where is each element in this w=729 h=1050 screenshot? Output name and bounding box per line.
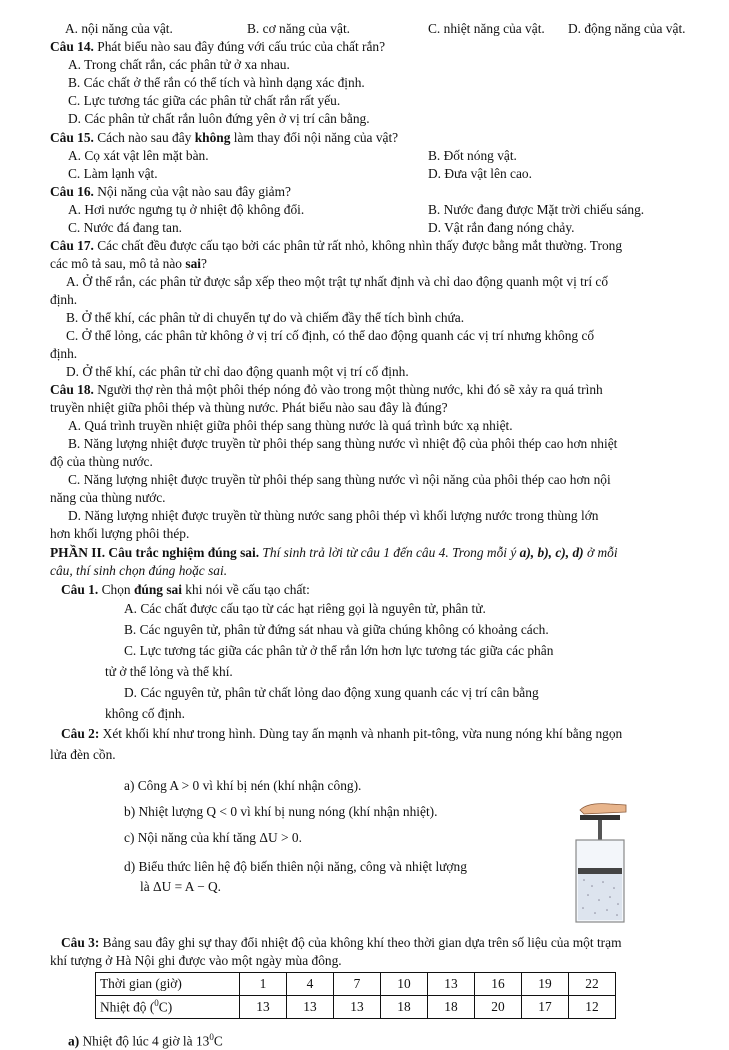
- question-number: Câu 2:: [61, 726, 100, 741]
- option-d-cont: hơn khối lượng phôi thép.: [50, 526, 190, 541]
- option-d: D. Vật rắn đang nóng chảy.: [428, 220, 575, 235]
- question-text: Các chất đều được cấu tạo bởi các phân tử rất nhỏ, không nhìn thấy được bằng mắt thường. Trong: [93, 238, 623, 253]
- temperature-table: [95, 972, 616, 1019]
- option-c: C. Ở thể lỏng, các phân tử không ở vị trí cố định, có thể dao động quanh các vị trí nhưng không cố: [66, 328, 595, 343]
- statement-c: C. Lực tương tác giữa các phân tử ở thể rắn lớn hơn lực tương tác giữa các phân: [124, 643, 554, 658]
- option-d: D. Ở thể khí, các phân tử chỉ dao động quanh một vị trí cố định.: [66, 364, 409, 379]
- question-text: Xét khối khí như trong hình. Dùng tay ấn mạnh và nhanh pit-tông, vừa nung nóng khí bằng ngọn: [99, 726, 623, 741]
- question-number: Câu 14.: [50, 39, 94, 54]
- hand-icon: [580, 804, 626, 814]
- question-text: Cách nào sau đây: [93, 130, 195, 145]
- part-instructions-options: a), b), c), d): [519, 545, 584, 560]
- option-a: A. Hơi nước ngưng tụ ở nhiệt độ không đổi.: [68, 202, 305, 217]
- question-text: khi nói về cấu tạo chất:: [181, 582, 310, 597]
- table-cell: 4: [287, 973, 334, 996]
- statement-b: B. Các nguyên tử, phân tử đứng sát nhau và giữa chúng không có khoảng cách.: [124, 622, 549, 637]
- part-2-header: [50, 544, 720, 562]
- statement-d: d) Biểu thức liên hệ độ biến thiên nội năng, công và nhiệt lượng: [124, 859, 467, 874]
- question-emphasis: không: [194, 130, 231, 145]
- gas-region: [578, 874, 622, 920]
- table-cell: 17: [522, 996, 569, 1019]
- statement-label: a): [68, 1033, 80, 1049]
- piston-head: [578, 868, 622, 874]
- question-text: Nội năng của vật nào sau đây giảm?: [93, 184, 291, 199]
- question-17: [50, 237, 720, 255]
- table-cell: 13: [287, 996, 334, 1019]
- option-d: D. Các phân tử chất rắn luôn đứng yên ở vị trí cân bằng.: [68, 111, 370, 126]
- statement-d: D. Các nguyên tử, phân tử chất lỏng dao động xung quanh các vị trí cân bằng: [124, 685, 539, 700]
- statement-unit: C: [213, 1033, 223, 1049]
- row-header: [96, 996, 240, 1019]
- table-cell: 7: [334, 973, 381, 996]
- table-row: [96, 973, 616, 996]
- question-18-line2: truyền nhiệt giữa phôi thép và thùng nước. Phát biểu nào sau đây là đúng?: [50, 400, 448, 415]
- statement-c: c) Nội năng của khí tăng ΔU > 0.: [124, 830, 302, 845]
- option-a: A. nội năng của vật.: [65, 21, 173, 36]
- row-header: Thời gian (giờ): [96, 973, 240, 996]
- table-cell: 20: [475, 996, 522, 1019]
- option-d: D. động năng của vật.: [568, 21, 686, 36]
- degree-superscript: 0: [209, 1032, 214, 1042]
- option-c-cont: năng của thùng nước.: [50, 490, 166, 505]
- statement-text: Nhiệt độ lúc 4 giờ là 13: [79, 1033, 210, 1049]
- option-c: C. Làm lạnh vật.: [68, 166, 158, 181]
- option-c: C. Lực tương tác giữa các phân tử chất rắn rất yếu.: [68, 93, 341, 108]
- option-b: B. Năng lượng nhiệt được truyền từ phôi thép sang thùng nước vì nhiệt độ của phôi thép cao hơn nhiệt: [68, 436, 618, 451]
- statement-a: A. Các chất được cấu tạo từ các hạt riêng gọi là nguyên tử, phân tử.: [124, 601, 486, 616]
- table-cell: 13: [428, 973, 475, 996]
- question-number: Câu 16.: [50, 184, 94, 199]
- statement-b: b) Nhiệt lượng Q < 0 vì khí bị nung nóng (khí nhận nhiệt).: [124, 804, 438, 819]
- option-c: C. Nước đá đang tan.: [68, 220, 182, 235]
- p2-question-3-line2: khí tượng ở Hà Nội ghi được vào một ngày mùa đông.: [50, 953, 342, 968]
- option-a: A. Cọ xát vật lên mặt bàn.: [68, 148, 209, 163]
- table-cell: 19: [522, 973, 569, 996]
- piston-handle: [580, 815, 620, 820]
- question-text: các mô tả sau, mô tả nào: [50, 256, 186, 271]
- part-instructions: ở mỗi: [583, 545, 618, 560]
- piston-cylinder-illustration: [570, 800, 630, 925]
- question-emphasis: sai: [185, 256, 201, 271]
- statement-c-cont: tử ở thể lỏng và thể khí.: [105, 664, 233, 679]
- part-2-header-line2: câu, thí sinh chọn đúng hoặc sai.: [50, 563, 228, 578]
- statement-a: [68, 1028, 729, 1050]
- table-cell: 12: [569, 996, 616, 1019]
- statement-d-cont: là ΔU = A − Q.: [140, 879, 221, 894]
- option-d: D. Năng lượng nhiệt được truyền từ thùng nước sang phôi thép vì khối lượng nước trong thùng lớn: [68, 508, 599, 523]
- question-number: Câu 17.: [50, 238, 94, 253]
- question-16: [50, 183, 720, 201]
- question-text: Phát biểu nào sau đây đúng với cấu trúc của chất rắn?: [93, 39, 386, 54]
- option-b-cont: độ của thùng nước.: [50, 454, 153, 469]
- question-number: Câu 1.: [61, 582, 99, 597]
- row-header-text: C): [158, 999, 173, 1015]
- part-instructions: Thí sinh trả lời từ câu 1 đến câu 4. Trong mỗi ý: [259, 545, 520, 560]
- option-b: B. Ở thể khí, các phân tử di chuyển tự do và chiếm đầy thể tích bình chứa.: [66, 310, 465, 325]
- question-15: [50, 129, 720, 147]
- question-text: Chọn: [98, 582, 134, 597]
- question-emphasis: đúng sai: [133, 582, 182, 597]
- table-cell: 1: [240, 973, 287, 996]
- option-b: B. Các chất ở thể rắn có thể tích và hình dạng xác định.: [68, 75, 365, 90]
- table-cell: 13: [334, 996, 381, 1019]
- question-text: Bảng sau đây ghi sự thay đổi nhiệt độ của không khí theo thời gian dựa trên số liệu của một trạm: [99, 935, 622, 950]
- row-header-text: Nhiệt độ (: [100, 999, 155, 1015]
- degree-superscript: 0: [154, 998, 159, 1009]
- question-14: [50, 38, 720, 56]
- question-text: Người thợ rèn thả một phôi thép nóng đỏ vào trong một thùng nước, khi đó sẽ xảy ra quá trình: [93, 382, 603, 397]
- table-cell: 18: [381, 996, 428, 1019]
- statement-d-cont: không cố định.: [105, 706, 185, 721]
- option-c: C. Năng lượng nhiệt được truyền từ phôi thép sang thùng nước vì nội năng của phôi thép cao hơn nội: [68, 472, 611, 487]
- option-d: D. Đưa vật lên cao.: [428, 166, 532, 181]
- option-a: A. Ở thể rắn, các phân tử được sắp xếp theo một trật tự nhất định và chỉ dao động quanh một vị trí cố: [66, 274, 609, 289]
- part-title: PHẦN II. Câu trắc nghiệm đúng sai.: [50, 545, 260, 560]
- question-18: [50, 381, 720, 399]
- table-cell: 18: [428, 996, 475, 1019]
- table-row: [96, 996, 616, 1019]
- statement-a: a) Công A > 0 vì khí bị nén (khí nhận công).: [124, 778, 362, 793]
- question-number: Câu 18.: [50, 382, 94, 397]
- p2-question-1: [61, 581, 729, 599]
- p2-question-3: [61, 934, 729, 952]
- p2-question-2: [61, 725, 729, 743]
- option-a: A. Trong chất rắn, các phân tử ở xa nhau.: [68, 57, 290, 72]
- option-c: C. nhiệt năng của vật.: [428, 21, 545, 36]
- table-cell: 22: [569, 973, 616, 996]
- question-17-line2: [50, 255, 720, 273]
- question-text: làm thay đổi nội năng của vật?: [230, 130, 399, 145]
- option-b: B. Đốt nóng vật.: [428, 148, 517, 163]
- option-b: B. Nước đang được Mặt trời chiếu sáng.: [428, 202, 645, 217]
- p2-question-2-line2: lửa đèn cồn.: [50, 747, 116, 762]
- option-a: A. Quá trình truyền nhiệt giữa phôi thép sang thùng nước là quá trình bức xạ nhiệt.: [68, 418, 513, 433]
- table-cell: 10: [381, 973, 428, 996]
- option-b: B. cơ năng của vật.: [247, 21, 351, 36]
- option-a-cont: định.: [50, 292, 78, 307]
- table-cell: 13: [240, 996, 287, 1019]
- table-cell: 16: [475, 973, 522, 996]
- question-number: Câu 3:: [61, 935, 100, 950]
- question-text: ?: [201, 256, 207, 271]
- question-number: Câu 15.: [50, 130, 94, 145]
- option-c-cont: định.: [50, 346, 78, 361]
